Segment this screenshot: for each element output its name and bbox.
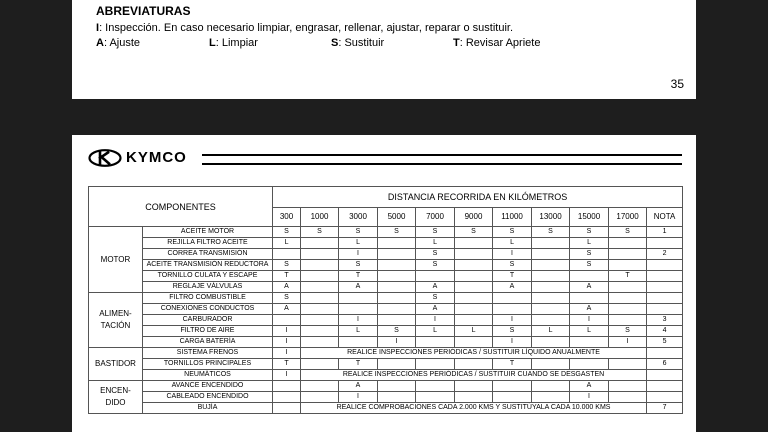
table-row bbox=[89, 381, 683, 392]
brand-name: KYMCO bbox=[126, 149, 187, 166]
note-cell bbox=[647, 304, 683, 315]
abbreviation-list bbox=[96, 37, 676, 51]
table-row bbox=[89, 293, 683, 304]
table-cell: A bbox=[416, 304, 455, 315]
table-cell bbox=[416, 392, 455, 403]
abbreviation-code: S bbox=[331, 37, 339, 49]
table-row bbox=[89, 392, 683, 403]
component-name: FILTRO COMBUSTIBLE bbox=[143, 293, 273, 304]
table-cell bbox=[532, 238, 570, 249]
abbreviation-text: : Limpiar bbox=[215, 37, 258, 49]
table-cell: S bbox=[378, 227, 416, 238]
abbreviation-code: I bbox=[96, 22, 100, 34]
table-cell bbox=[609, 238, 647, 249]
column-header: 300 bbox=[273, 208, 301, 227]
table-cell: L bbox=[532, 326, 570, 337]
abbreviation-text: : Sustituir bbox=[338, 37, 385, 49]
table-cell bbox=[378, 359, 416, 370]
table-row bbox=[89, 403, 683, 414]
table-cell bbox=[416, 359, 455, 370]
table-cell bbox=[378, 315, 416, 326]
table-cell: S bbox=[273, 260, 301, 271]
component-name: FILTRO DE AIRE bbox=[143, 326, 273, 337]
table-row bbox=[89, 260, 683, 271]
group-label-line: ENCEN- bbox=[100, 386, 131, 395]
table-cell bbox=[378, 304, 416, 315]
table-header-row bbox=[89, 187, 683, 208]
column-header: 13000 bbox=[532, 208, 570, 227]
table-cell: S bbox=[493, 326, 532, 337]
note-cell bbox=[647, 381, 683, 392]
table-cell: I bbox=[493, 249, 532, 260]
abbreviation-code: T bbox=[453, 37, 460, 49]
abbreviation-clean bbox=[209, 37, 258, 49]
table-cell bbox=[609, 381, 647, 392]
component-name: ACEITE TRANSMISIÓN REDUCTORA bbox=[143, 260, 273, 271]
table-cell: I bbox=[339, 249, 378, 260]
table-cell: A bbox=[570, 304, 609, 315]
table-cell bbox=[301, 271, 339, 282]
table-cell: L bbox=[570, 238, 609, 249]
table-row bbox=[89, 326, 683, 337]
table-cell bbox=[378, 238, 416, 249]
table-row bbox=[89, 238, 683, 249]
table-cell bbox=[493, 381, 532, 392]
table-cell bbox=[493, 392, 532, 403]
table-cell bbox=[378, 392, 416, 403]
table-cell: S bbox=[339, 227, 378, 238]
component-name: TORNILLO CULATA Y ESCAPE bbox=[143, 271, 273, 282]
table-cell bbox=[273, 403, 301, 414]
table-cell bbox=[416, 381, 455, 392]
note-cell: 2 bbox=[647, 249, 683, 260]
table-cell bbox=[416, 271, 455, 282]
note-cell: 3 bbox=[647, 315, 683, 326]
component-name: CONEXIONES CONDUCTOS bbox=[143, 304, 273, 315]
table-cell bbox=[378, 282, 416, 293]
components-header: COMPONENTES bbox=[89, 187, 273, 227]
table-cell: L bbox=[339, 326, 378, 337]
table-cell bbox=[570, 293, 609, 304]
table-cell: T bbox=[273, 359, 301, 370]
maintenance-page bbox=[72, 135, 696, 432]
table-cell: T bbox=[609, 271, 647, 282]
table-cell bbox=[378, 293, 416, 304]
table-cell: A bbox=[570, 282, 609, 293]
table-cell bbox=[455, 293, 493, 304]
note-cell bbox=[647, 260, 683, 271]
table-cell: L bbox=[493, 238, 532, 249]
note-cell bbox=[647, 271, 683, 282]
table-cell bbox=[570, 359, 609, 370]
note-cell: 1 bbox=[647, 227, 683, 238]
note-cell bbox=[647, 238, 683, 249]
table-cell bbox=[301, 238, 339, 249]
abbreviation-text: : Revisar Apriete bbox=[459, 37, 541, 49]
table-cell bbox=[455, 271, 493, 282]
abbreviation-text: : Ajuste bbox=[103, 37, 141, 49]
table-cell bbox=[301, 392, 339, 403]
table-cell bbox=[455, 392, 493, 403]
table-row bbox=[89, 271, 683, 282]
table-cell: A bbox=[339, 282, 378, 293]
table-cell bbox=[609, 260, 647, 271]
table-cell: S bbox=[570, 260, 609, 271]
table-cell bbox=[609, 293, 647, 304]
component-name: ACEITE MOTOR bbox=[143, 227, 273, 238]
table-cell: T bbox=[493, 359, 532, 370]
table-cell: S bbox=[378, 326, 416, 337]
table-cell bbox=[570, 337, 609, 348]
table-row bbox=[89, 348, 683, 359]
table-cell bbox=[455, 238, 493, 249]
component-name: REJILLA FILTRO ACEITE bbox=[143, 238, 273, 249]
table-cell bbox=[609, 392, 647, 403]
table-cell bbox=[455, 260, 493, 271]
abbreviation-code: L bbox=[209, 37, 216, 49]
table-cell bbox=[532, 282, 570, 293]
table-cell bbox=[532, 249, 570, 260]
group-label: BASTIDOR bbox=[89, 348, 143, 381]
table-cell bbox=[532, 359, 570, 370]
group-label-line: ALIMEN- bbox=[99, 309, 132, 318]
previous-page bbox=[72, 0, 696, 99]
table-cell: S bbox=[273, 227, 301, 238]
group-label-line: DIDO bbox=[105, 398, 126, 407]
table-row bbox=[89, 370, 683, 381]
table-row bbox=[89, 337, 683, 348]
table-cell: S bbox=[416, 260, 455, 271]
component-name: BUJÍA bbox=[143, 403, 273, 414]
table-cell bbox=[339, 304, 378, 315]
span-instruction: REALICE COMPROBACIONES CADA 2.000 KMS Y SUSTITÚYALA CADA 10.000 KMS bbox=[301, 403, 647, 414]
table-cell bbox=[378, 249, 416, 260]
table-cell bbox=[301, 260, 339, 271]
table-row bbox=[89, 249, 683, 260]
table-cell: A bbox=[570, 381, 609, 392]
abbreviation-code: A bbox=[96, 37, 104, 49]
page-number: 35 bbox=[670, 77, 684, 91]
table-cell bbox=[532, 381, 570, 392]
table-cell: L bbox=[455, 326, 493, 337]
table-cell: I bbox=[493, 315, 532, 326]
table-cell bbox=[609, 249, 647, 260]
table-cell bbox=[339, 337, 378, 348]
note-cell: 7 bbox=[647, 403, 683, 414]
table-cell bbox=[455, 282, 493, 293]
table-cell: I bbox=[493, 337, 532, 348]
note-cell: 4 bbox=[647, 326, 683, 337]
table-cell: A bbox=[273, 282, 301, 293]
span-instruction: REALICE INSPECCIONES PERIÓDICAS / SUSTITUIR CUANDO SE DESGASTEN bbox=[301, 370, 647, 381]
table-cell: S bbox=[570, 227, 609, 238]
table-cell bbox=[455, 359, 493, 370]
table-cell: S bbox=[416, 227, 455, 238]
column-header: 11000 bbox=[493, 208, 532, 227]
table-cell: A bbox=[493, 282, 532, 293]
table-cell bbox=[455, 249, 493, 260]
column-header: 7000 bbox=[416, 208, 455, 227]
table-cell bbox=[609, 304, 647, 315]
note-cell bbox=[647, 293, 683, 304]
component-name: NEUMÁTICOS bbox=[143, 370, 273, 381]
table-cell: S bbox=[532, 227, 570, 238]
column-header: NOTA bbox=[647, 208, 683, 227]
table-cell bbox=[301, 381, 339, 392]
table-cell: S bbox=[416, 249, 455, 260]
table-cell bbox=[273, 315, 301, 326]
table-cell: S bbox=[301, 227, 339, 238]
component-name: AVANCE ENCENDIDO bbox=[143, 381, 273, 392]
abbreviations-title: ABREVIATURAS bbox=[96, 4, 191, 18]
table-cell: L bbox=[416, 238, 455, 249]
table-cell: S bbox=[493, 227, 532, 238]
column-header: 9000 bbox=[455, 208, 493, 227]
note-cell: 6 bbox=[647, 359, 683, 370]
table-cell: T bbox=[339, 359, 378, 370]
table-cell: I bbox=[609, 337, 647, 348]
group-label: MOTOR bbox=[89, 227, 143, 293]
component-name: REGLAJE VÁLVULAS bbox=[143, 282, 273, 293]
table-cell: I bbox=[273, 370, 301, 381]
table-cell: S bbox=[339, 260, 378, 271]
component-name: CARGA BATERÍA bbox=[143, 337, 273, 348]
table-cell: L bbox=[339, 238, 378, 249]
table-row bbox=[89, 227, 683, 238]
table-cell bbox=[301, 293, 339, 304]
table-cell: I bbox=[378, 337, 416, 348]
table-cell bbox=[493, 304, 532, 315]
table-row bbox=[89, 282, 683, 293]
table-cell bbox=[301, 359, 339, 370]
table-cell: I bbox=[273, 326, 301, 337]
column-header: 15000 bbox=[570, 208, 609, 227]
table-cell bbox=[273, 249, 301, 260]
abbreviation-text: : Inspección. En caso necesario limpiar, engrasar, rellenar, ajustar, reparar o sustituir. bbox=[99, 22, 513, 34]
column-header: 17000 bbox=[609, 208, 647, 227]
component-name: CORREA TRANSMISIÓN bbox=[143, 249, 273, 260]
table-cell bbox=[532, 293, 570, 304]
table-cell bbox=[609, 359, 647, 370]
table-cell bbox=[378, 260, 416, 271]
table-cell: S bbox=[609, 227, 647, 238]
table-row bbox=[89, 359, 683, 370]
table-cell: I bbox=[416, 315, 455, 326]
table-cell bbox=[301, 337, 339, 348]
maintenance-table-body bbox=[89, 227, 683, 414]
table-cell: I bbox=[339, 315, 378, 326]
component-name: TORNILLOS PRINCIPALES bbox=[143, 359, 273, 370]
table-cell: T bbox=[273, 271, 301, 282]
table-cell: S bbox=[493, 260, 532, 271]
table-cell: I bbox=[570, 392, 609, 403]
table-cell bbox=[301, 249, 339, 260]
table-cell bbox=[532, 337, 570, 348]
table-cell bbox=[301, 304, 339, 315]
span-instruction: REALICE INSPECCIONES PERIÓDICAS / SUSTITUIR LÍQUIDO ANUALMENTE bbox=[301, 348, 647, 359]
table-cell bbox=[532, 260, 570, 271]
note-cell: 5 bbox=[647, 337, 683, 348]
table-cell: A bbox=[339, 381, 378, 392]
table-cell: I bbox=[570, 315, 609, 326]
table-cell bbox=[301, 326, 339, 337]
table-cell bbox=[455, 304, 493, 315]
table-cell: I bbox=[273, 337, 301, 348]
table-row bbox=[89, 315, 683, 326]
abbreviation-tighten bbox=[453, 37, 540, 49]
abbreviation-adjust bbox=[96, 37, 140, 49]
table-cell: A bbox=[416, 282, 455, 293]
table-cell: S bbox=[416, 293, 455, 304]
table-cell: T bbox=[493, 271, 532, 282]
distance-header: DISTANCIA RECORRIDA EN KILÓMETROS bbox=[273, 187, 683, 208]
table-cell bbox=[532, 315, 570, 326]
table-cell bbox=[570, 271, 609, 282]
group-label-line: TACIÓN bbox=[100, 321, 131, 330]
table-row bbox=[89, 304, 683, 315]
table-cell: S bbox=[273, 293, 301, 304]
component-name: SISTEMA FRENOS bbox=[143, 348, 273, 359]
abbreviation-replace bbox=[331, 37, 384, 49]
kymco-logo-icon bbox=[88, 149, 122, 167]
note-cell bbox=[647, 348, 683, 359]
table-cell bbox=[301, 282, 339, 293]
maintenance-table bbox=[88, 186, 683, 414]
table-cell bbox=[378, 381, 416, 392]
column-header: 5000 bbox=[378, 208, 416, 227]
table-cell: T bbox=[339, 271, 378, 282]
group-label bbox=[89, 381, 143, 414]
table-cell bbox=[532, 304, 570, 315]
column-header: 1000 bbox=[301, 208, 339, 227]
table-cell: I bbox=[273, 348, 301, 359]
abbreviation-inspection bbox=[96, 22, 513, 34]
table-cell bbox=[378, 271, 416, 282]
table-cell bbox=[455, 315, 493, 326]
table-cell bbox=[532, 392, 570, 403]
header-rule bbox=[202, 154, 682, 165]
table-cell bbox=[609, 315, 647, 326]
table-cell: A bbox=[273, 304, 301, 315]
table-cell bbox=[609, 282, 647, 293]
table-cell bbox=[455, 337, 493, 348]
table-cell: S bbox=[570, 249, 609, 260]
note-cell bbox=[647, 370, 683, 381]
table-cell bbox=[339, 293, 378, 304]
column-header: 3000 bbox=[339, 208, 378, 227]
brand-header bbox=[88, 149, 204, 167]
note-cell bbox=[647, 392, 683, 403]
note-cell bbox=[647, 282, 683, 293]
table-cell: L bbox=[570, 326, 609, 337]
table-cell: S bbox=[609, 326, 647, 337]
table-cell bbox=[273, 392, 301, 403]
table-cell: I bbox=[339, 392, 378, 403]
component-name: CARBURADOR bbox=[143, 315, 273, 326]
table-cell bbox=[532, 271, 570, 282]
component-name: CABLEADO ENCENDIDO bbox=[143, 392, 273, 403]
table-cell: L bbox=[273, 238, 301, 249]
group-label bbox=[89, 293, 143, 348]
table-cell: S bbox=[455, 227, 493, 238]
table-cell: L bbox=[416, 326, 455, 337]
table-cell bbox=[455, 381, 493, 392]
table-cell bbox=[416, 337, 455, 348]
table-cell bbox=[273, 381, 301, 392]
table-cell bbox=[301, 315, 339, 326]
table-cell bbox=[493, 293, 532, 304]
